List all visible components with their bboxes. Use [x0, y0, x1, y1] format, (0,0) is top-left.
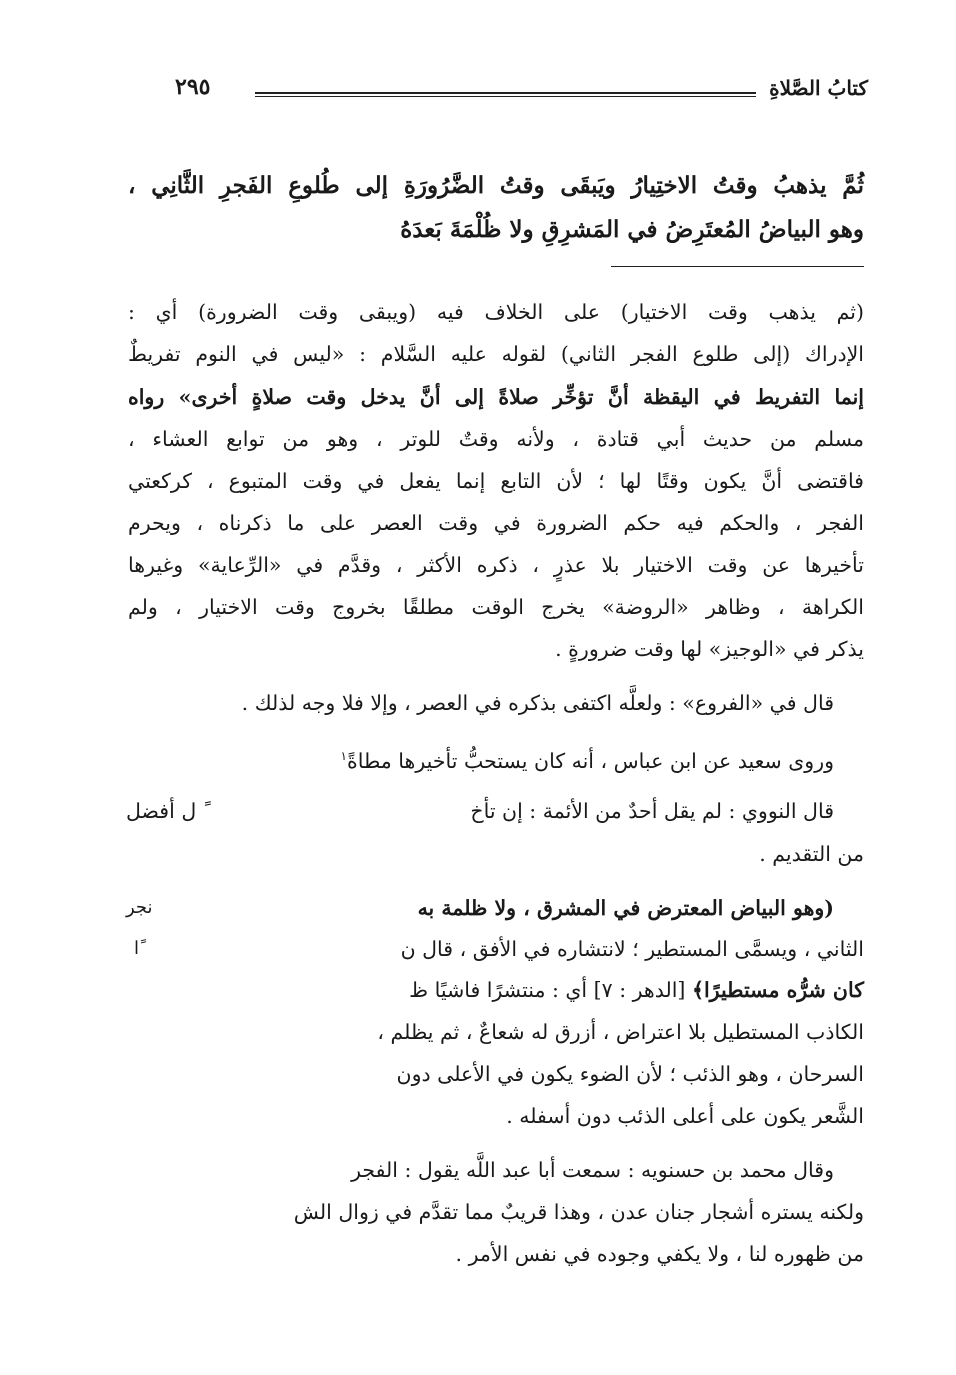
dawn-line-1: (وهو البياض المعترض في المشرق ، ولا ظلمة به [417, 896, 834, 920]
commentary-line-6: الفجر ، والحكم فيه حكم الضرورة في وقت العصر على ما ذكرناه ، ويحرم [128, 511, 864, 535]
commentary-line-8: الكراهة ، وظاهر «الروضة» يخرج الوقت مطلقًا بخروج وقت الاختيار ، ولم [128, 595, 864, 619]
commentary-line-2: الإدراك (إلى طلوع الفجر الثاني) لقوله عليه السَّلام : «ليس في النوم تفريطٌ [128, 342, 864, 366]
commentary-line-5: فاقتضى أنَّ يكون وقتًا لها ؛ لأن التابع إنما يفعل في وقت المتبوع ، كركعتي [128, 469, 864, 493]
dawn-line-4: الكاذب المستطيل بلا اعتراض ، أزرق له شعاعٌ ، ثم يظلم ، [377, 1020, 864, 1044]
commentary-line-4: مسلم من حديث أبي قتادة ، ولأنه وقتٌ للوتر ، وهو من توابع العشاء ، [128, 427, 864, 451]
commentary-line-7: تأخيرها عن وقت الاختيار بلا عذرٍ ، ذكره الأكثر ، وقدَّم في «الرِّعاية» وغيرها [128, 553, 864, 577]
commentary-line-1: (ثم يذهب وقت الاختيار) على الخلاف فيه (ويبقى وقت الضرورة) أي : [128, 300, 864, 324]
dawn-line-2: الثاني ، ويسمَّى المستطير ؛ لانتشاره في الأفق ، قال ن [400, 937, 864, 961]
hasnawayh-line-3: من ظهوره لنا ، ولا يكفي وجوده في نفس الأمر . [455, 1242, 864, 1266]
book-title: كتابُ الصَّلاةِ [769, 76, 868, 100]
nawawi-line: قال النووي : لم يقل أحدٌ من الأئمة : إن تأخ [470, 799, 834, 823]
commentary-line-3: إنما التفريط في اليقظة أنَّ تؤخِّر صلاةً إلى أنَّ يدخل وقت صلاةٍ أخرى» رواه [128, 385, 864, 409]
dawn-line-2-fragment: ًا [134, 938, 140, 959]
commentary-line-9: يذكر في «الوجيز» لها وقت ضرورةٍ . [555, 637, 864, 661]
dawn-line-3-rest: [الدهر : ٧] أي : منتشرًا فاشيًا ظ [409, 978, 692, 1002]
dawn-line-6: الشَّعر يكون على أعلى الذئب دون أسفله . [506, 1104, 864, 1128]
page-number: ٢٩٥ [175, 74, 211, 100]
hasnawayh-line-1: وقال محمد بن حسنويه : سمعت أبا عبد اللَّه يقول : الفجر [351, 1158, 834, 1182]
footnote-marker: ١ [340, 749, 347, 763]
matn-line-2: وهو البياضُ المُعتَرِضُ في المَشرِقِ ولا ظُلْمَةَ بَعدَهُ [400, 216, 864, 243]
dawn-line-1-fragment: نجر [126, 897, 153, 918]
dawn-line-3 [409, 975, 864, 1005]
nawawi-continuation: من التقديم . [759, 842, 864, 866]
dawn-line-5: السرحان ، وهو الذئب ؛ لأن الضوء يكون في الأعلى دون [396, 1062, 864, 1086]
header-rule [255, 92, 756, 97]
hasnawayh-line-2: ولكنه يستره أشجار جنان عدن ، وهذا قريبٌ مما تقدَّم في زوال الش [293, 1200, 864, 1224]
quran-quote: كان شرُّه مستطيرًا﴾ [691, 978, 864, 1002]
page-header [175, 76, 868, 112]
matn-separator [611, 266, 864, 267]
matn-line-1: ثُمَّ يذهبُ وقتُ الاختِيارُ ويَبقَى وقتُ الضَّرُورَةِ إلى طُلوعِ الفَجرِ الثَّانِي ، [128, 172, 864, 199]
furu-quote: قال في «الفروع» : ولعلَّه اكتفى بذكره في العصر ، وإلا فلا وجه لذلك . [241, 691, 834, 715]
ibn-abbas-text: وروى سعيد عن ابن عباس ، أنه كان يستحبُّ تأخيرها مطاةً [346, 748, 834, 773]
nawawi-fragment: ً ل أفضل [126, 799, 203, 823]
ibn-abbas-line [341, 741, 834, 776]
